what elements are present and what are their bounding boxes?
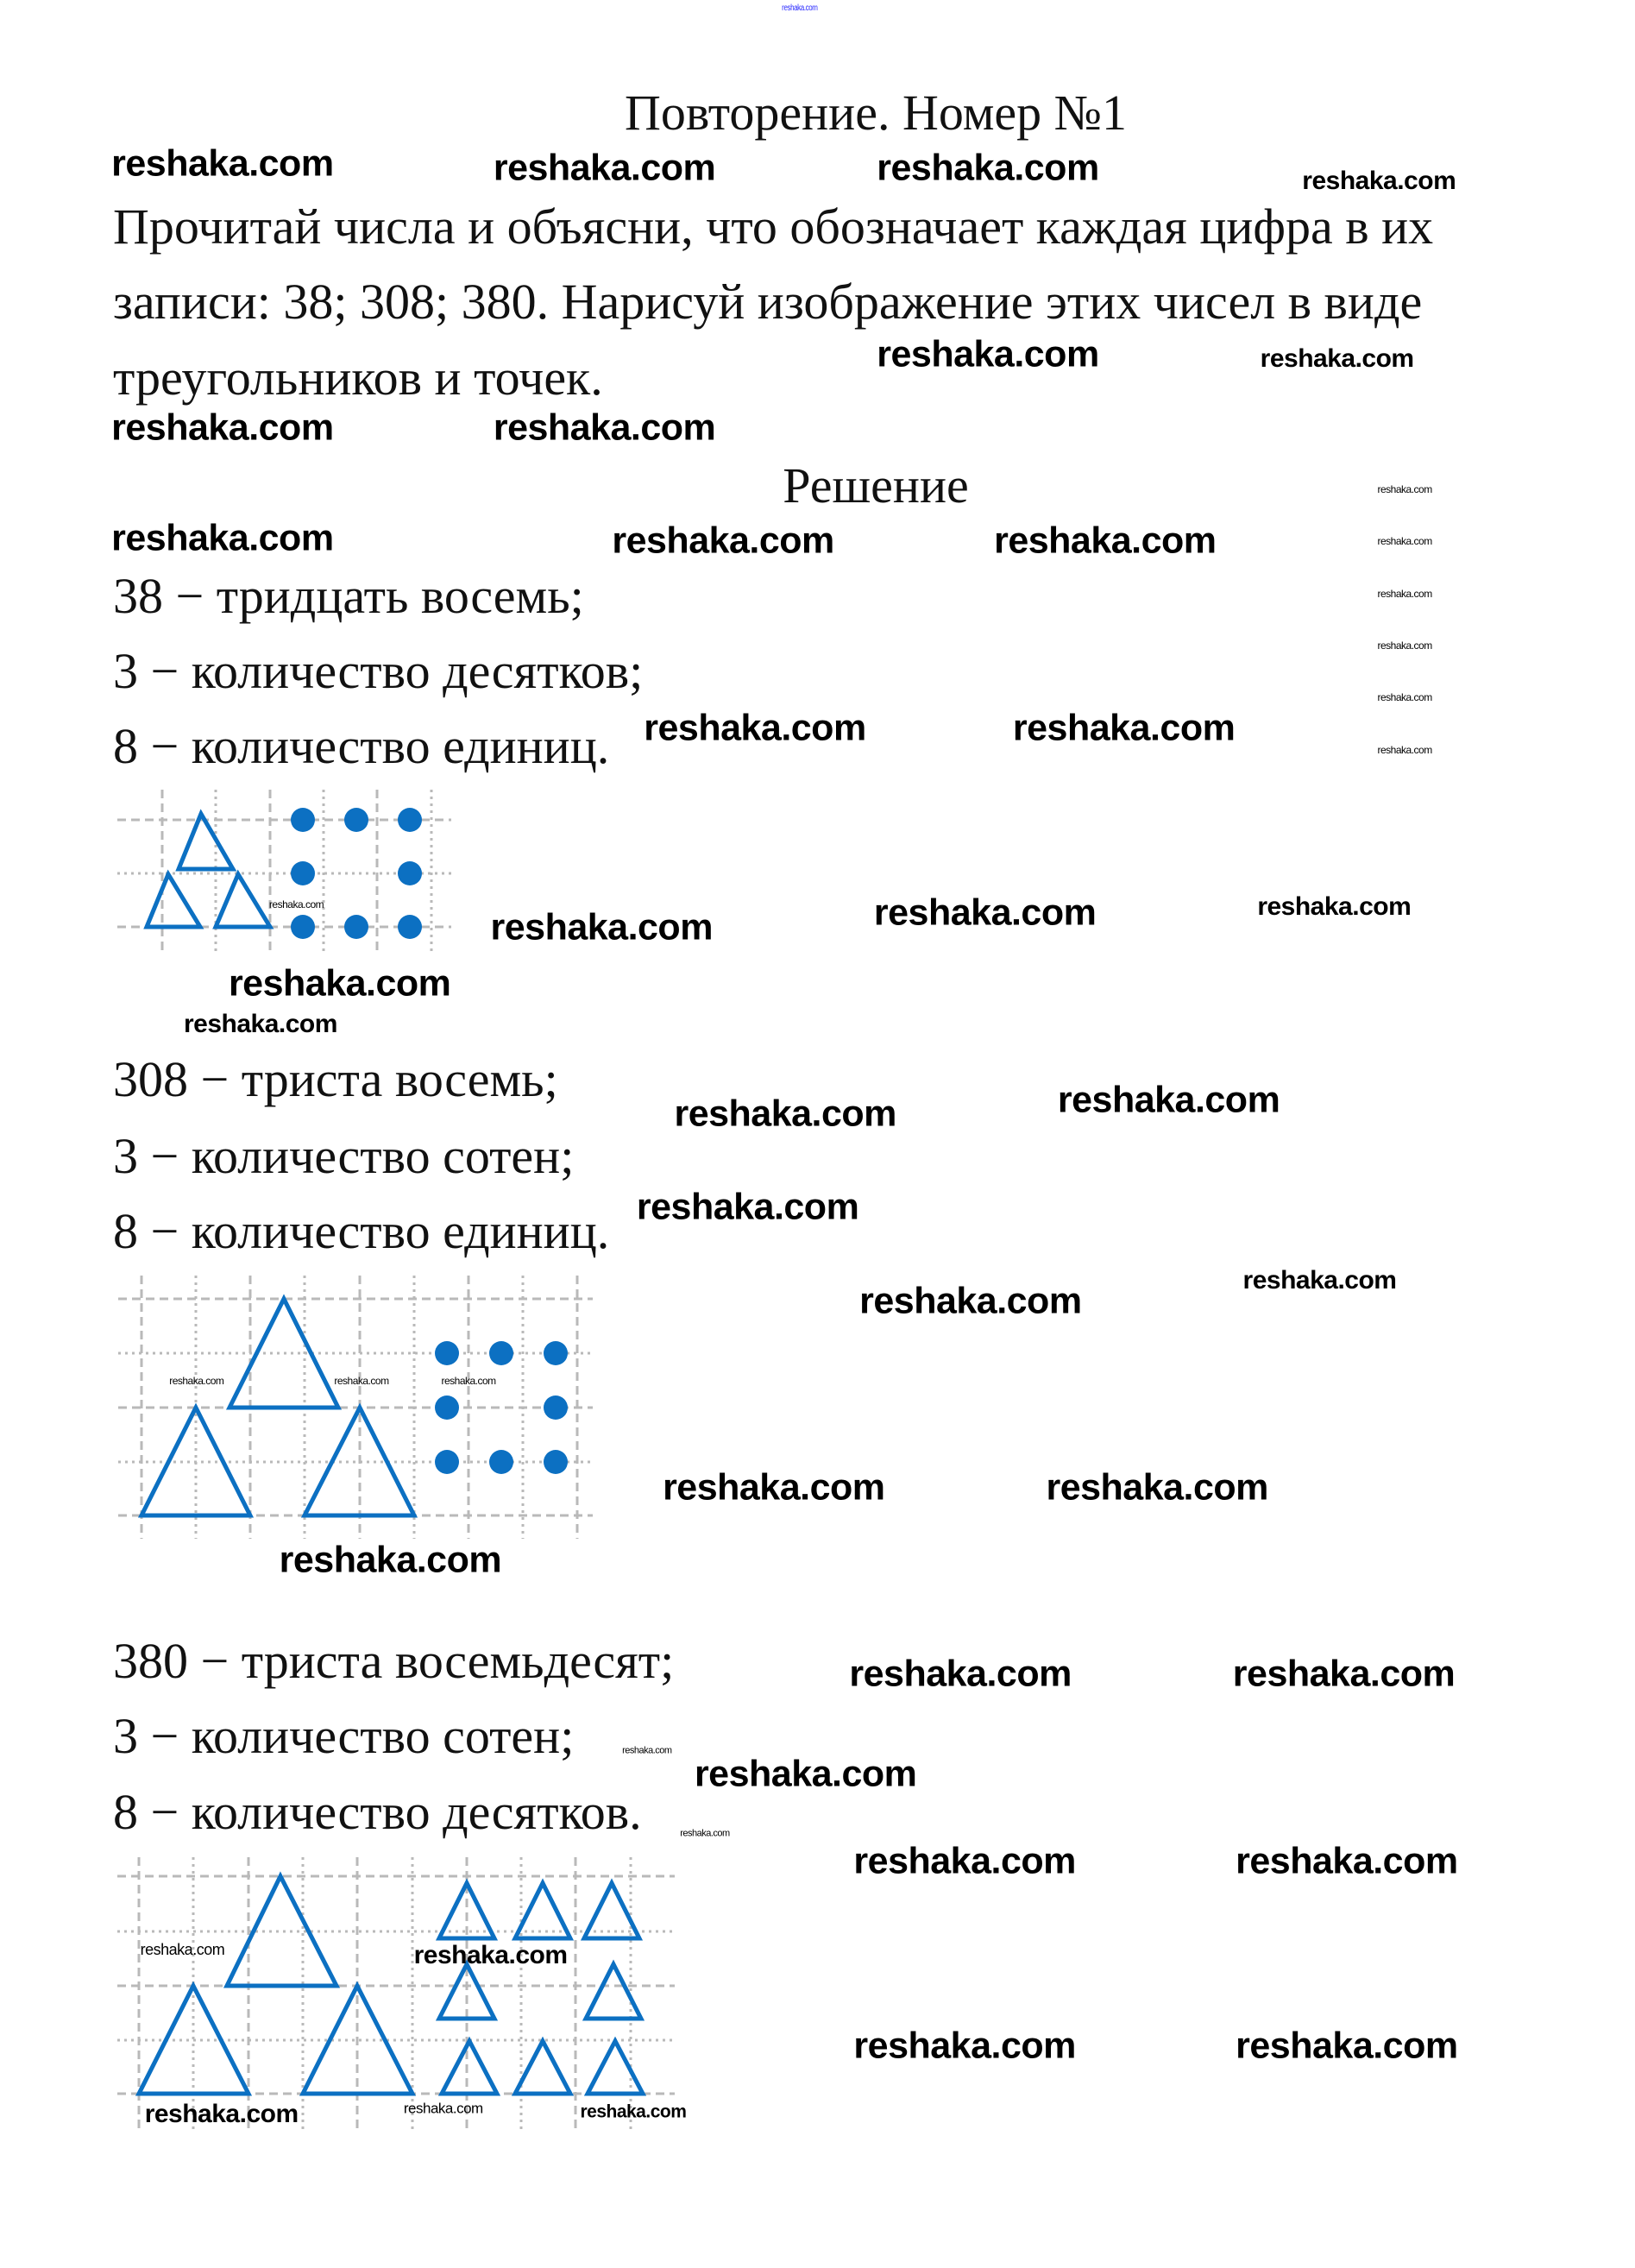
triangle-shape	[147, 874, 200, 927]
watermark: reshaka.com	[111, 517, 334, 559]
watermark: reshaka.com	[1302, 166, 1456, 195]
watermark: reshaka.com	[873, 891, 1097, 934]
watermark: reshaka.com	[680, 1828, 730, 1839]
watermark: reshaka.com	[674, 1093, 896, 1135]
watermark: reshaka.com	[853, 1840, 1076, 1882]
watermark: reshaka.com	[877, 147, 1099, 189]
watermark: reshaka.com	[1232, 1653, 1456, 1695]
watermark: reshaka.com	[644, 707, 866, 749]
section-380-line-2: 3 − количество сотен;	[113, 1708, 575, 1764]
dot-shape	[544, 1395, 568, 1420]
watermark: reshaka.com	[1236, 1840, 1458, 1882]
triangle-shape	[586, 1964, 641, 2019]
section-308-line-1: 308 − триста восемь;	[113, 1051, 558, 1107]
dot-shape	[398, 808, 422, 832]
section-308-line-3: 8 − количество единиц.	[113, 1203, 610, 1259]
dot-shape	[344, 915, 368, 939]
section-308-line-2: 3 − количество сотен;	[113, 1128, 575, 1184]
section-38-line-3: 8 − количество единиц.	[113, 718, 610, 774]
watermark: reshaka.com	[663, 1466, 885, 1509]
watermark: reshaka.com	[1257, 892, 1412, 922]
dot-shape	[544, 1341, 568, 1365]
watermark: reshaka.com	[1377, 639, 1432, 652]
triangle-shape	[584, 1883, 639, 1938]
watermark: reshaka.com	[493, 406, 716, 449]
watermark: reshaka.com	[1377, 482, 1432, 495]
dot-shape	[544, 1450, 568, 1474]
watermark: reshaka.com	[1377, 587, 1432, 600]
watermark: reshaka.com	[493, 147, 716, 189]
watermark: reshaka.com	[169, 1374, 224, 1387]
watermark: reshaka.com	[849, 1653, 1072, 1695]
watermark: reshaka.com	[111, 406, 334, 449]
watermark: reshaka.com	[228, 962, 451, 1005]
dot-shape	[435, 1341, 459, 1365]
dot-shape	[398, 915, 422, 939]
watermark: reshaka.com	[1377, 743, 1432, 756]
triangle-shape	[515, 1883, 570, 1938]
problem-line-2: записи: 38; 308; 380. Нарисуй изображение этих чисел в виде	[113, 274, 1423, 330]
section-38-line-2: 3 − количество десятков;	[113, 643, 644, 699]
section-380-line-1: 380 − триста восемьдесят;	[113, 1633, 675, 1689]
watermark: reshaka.com	[994, 520, 1217, 562]
solution-heading: Решение	[783, 457, 969, 513]
watermark: reshaka.com	[268, 898, 324, 911]
watermark: reshaka.com	[1057, 1079, 1280, 1121]
watermark: reshaka.com	[144, 2100, 299, 2129]
watermark: reshaka.com	[441, 1374, 496, 1387]
dot-shape	[398, 861, 422, 885]
dot-shape	[291, 915, 315, 939]
dot-shape	[435, 1395, 459, 1420]
watermark: reshaka.com	[1012, 707, 1236, 749]
watermark: reshaka.com	[183, 1010, 337, 1039]
problem-line-3: треугольников и точек.	[113, 350, 603, 406]
watermark: reshaka.com	[1236, 2025, 1458, 2067]
dot-shape	[489, 1450, 513, 1474]
triangle-shape	[179, 814, 233, 869]
watermark: reshaka.com	[636, 1186, 859, 1228]
watermark: reshaka.com	[781, 3, 818, 14]
watermark: reshaka.com	[1377, 691, 1432, 704]
watermark: reshaka.com	[1046, 1466, 1268, 1509]
watermark: reshaka.com	[612, 520, 834, 562]
watermark: reshaka.com	[111, 142, 334, 184]
triangle-shape	[216, 874, 270, 927]
watermark: reshaka.com	[140, 1940, 225, 1958]
watermark: reshaka.com	[413, 1940, 568, 1969]
watermark: reshaka.com	[1377, 535, 1432, 548]
watermark: reshaka.com	[403, 2100, 483, 2117]
watermark: reshaka.com	[622, 1745, 672, 1756]
watermark: reshaka.com	[694, 1753, 917, 1795]
dot-shape	[291, 808, 315, 832]
problem-line-1: Прочитай числа и объясни, что обозначает каждая цифра в их	[113, 198, 1434, 255]
watermark: reshaka.com	[334, 1374, 389, 1387]
watermark: reshaka.com	[580, 2101, 687, 2122]
section-380-line-3: 8 − количество десятков.	[113, 1784, 642, 1840]
triangle-shape	[515, 2041, 570, 2094]
watermark: reshaka.com	[1242, 1266, 1397, 1295]
dot-shape	[435, 1450, 459, 1474]
watermark: reshaka.com	[877, 333, 1099, 375]
page-title: Повторение. Номер №1	[624, 85, 1128, 141]
dot-shape	[291, 861, 315, 885]
triangle-shape	[588, 2041, 643, 2094]
watermark: reshaka.com	[859, 1280, 1082, 1322]
dot-shape	[344, 808, 368, 832]
watermark: reshaka.com	[853, 2025, 1076, 2067]
dot-shape	[489, 1341, 513, 1365]
watermark: reshaka.com	[1260, 343, 1414, 373]
triangle-shape	[442, 2041, 497, 2094]
watermark: reshaka.com	[490, 906, 713, 948]
watermark: reshaka.com	[279, 1539, 502, 1581]
section-38-line-1: 38 − тридцать восемь;	[113, 568, 584, 624]
